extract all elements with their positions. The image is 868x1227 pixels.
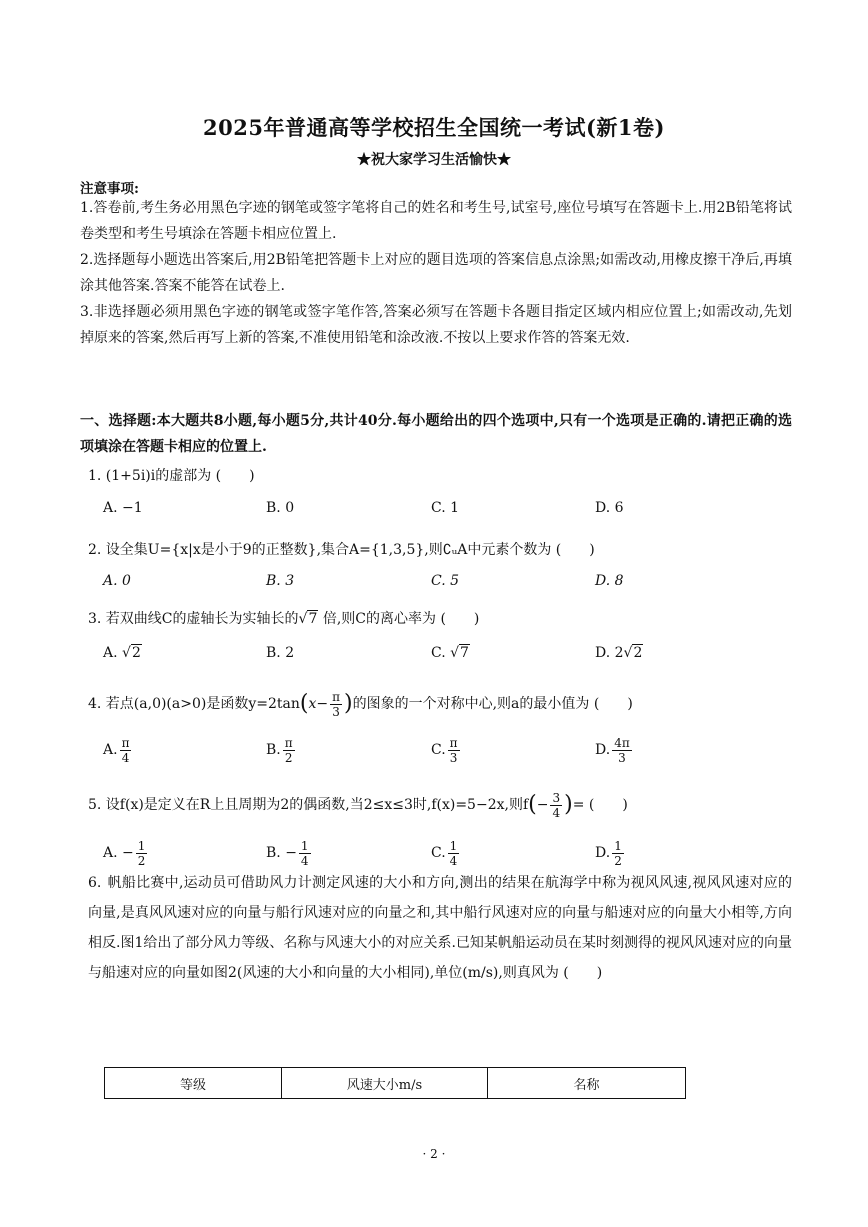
page-number: · 2 · xyxy=(422,1147,446,1161)
q4-option-b-denominator: 2 xyxy=(284,750,293,765)
q4-option-c-numerator: π xyxy=(449,735,458,750)
q4-option-d-label: D. xyxy=(595,742,611,758)
question-1-options xyxy=(103,488,703,528)
q5-stem-fraction-denominator: 4 xyxy=(552,805,561,820)
q3-stem-a: 3. 若双曲线C的虚轴长为实轴长的 xyxy=(88,611,299,627)
q5-option-a-numerator: 1 xyxy=(137,838,146,853)
question-4-options xyxy=(103,730,703,770)
q5-option-c-denominator: 4 xyxy=(449,853,458,868)
question-1-stem: 1. (1+5i)i的虚部为 ( ) xyxy=(88,468,255,484)
q5-option-b-denominator: 4 xyxy=(300,853,309,868)
q5-option-b xyxy=(266,833,313,873)
table-header-speed: 风速大小m/s xyxy=(282,1068,488,1099)
question-2-options xyxy=(103,561,703,601)
exam-subtitle: ★祝大家学习生活愉快★ xyxy=(357,152,511,168)
q5-option-c-numerator: 1 xyxy=(449,838,458,853)
notice-item-2: 2.选择题每小题选出答案后,用2B铅笔把答题卡上对应的题目选项的答案信息点涂黑;如需改动,用橡皮擦干净后,再填涂其他答案.答案不能答在试卷上. xyxy=(80,252,792,294)
q4-option-d xyxy=(595,730,634,770)
q3-stem-b: 倍,则C的离心率为 ( ) xyxy=(322,611,480,627)
q3-option-d-label: D. 2 xyxy=(595,645,624,661)
q4-option-a xyxy=(103,730,133,770)
q5-option-b-label: B. − xyxy=(266,845,297,861)
notice-item-3: 3.非选择题必须用黑色字迹的钢笔或签字笔作答,答案必须写在答题卡各题目指定区域内相应位置上;如需改动,先划掉原来的答案,然后再写上新的答案,不准使用铅笔和涂改液.不按以上要求作答的答案无效. xyxy=(80,304,792,346)
q5-option-d-label: D. xyxy=(595,845,611,861)
question-3-stem xyxy=(88,609,479,629)
q3-stem-radicand: 7 xyxy=(308,611,318,627)
sqrt-symbol: √7 xyxy=(298,611,318,627)
q4-stem-b: 的图象的一个对称中心,则a的最小值为 ( ) xyxy=(352,696,633,712)
q3-option-d: D. 2 √2 xyxy=(595,645,643,661)
q3-option-c-radicand: 7 xyxy=(460,645,469,661)
q3-option-a-label: A. xyxy=(103,645,118,661)
q5-stem-b: = ( ) xyxy=(572,797,628,813)
q4-option-c-label: C. xyxy=(431,742,446,758)
q4-option-c-denominator: 3 xyxy=(449,750,458,765)
q3-option-a-radicand: 2 xyxy=(131,645,141,661)
question-6 xyxy=(88,868,792,988)
notice-list xyxy=(80,195,792,351)
q4-stem-a: 4. 若点(a,0)(a>0)是函数y=2tan xyxy=(88,696,300,712)
q4-option-a-numerator: π xyxy=(121,735,130,750)
question-6-number: 6. xyxy=(88,875,102,891)
q3-option-d-radicand: 2 xyxy=(633,645,643,661)
q5-option-c-label: C. xyxy=(431,845,446,861)
question-3-options xyxy=(103,633,703,673)
question-5-options xyxy=(103,833,703,873)
q4-option-c xyxy=(431,730,462,770)
q5-option-d-numerator: 1 xyxy=(614,838,622,853)
q5-option-a-denominator: 2 xyxy=(137,853,146,868)
q5-option-c xyxy=(431,833,461,873)
q1-option-c: C. 1 xyxy=(431,500,460,516)
q5-stem-a: 5. 设f(x)是定义在R上且周期为2的偶函数,当2≤x≤3时,f(x)=5−2x,则f xyxy=(88,797,529,813)
question-6-text: 帆船比赛中,运动员可借助风力计测定风速的大小和方向,测出的结果在航海学中称为视风风速,视风风速对应的向量,是真风风速对应的向量与船行风速对应的向量之和,其中船行风速对应的向量与船速对应的向量大小相等,方向相反.图1给出了部分风力等级、名称与风速大小的对应关系.已知某帆船运动员在某时刻测得的视风风速对应的向量与船速对应的向量如图2(风速的大小和向量的大小相同),单位(m/s),则真风为 ( ) xyxy=(88,875,792,981)
q3-option-c-label: C. xyxy=(431,645,446,661)
table-header-level: 等级 xyxy=(105,1068,282,1099)
q4-option-b-label: B. xyxy=(266,742,281,758)
wind-scale-table xyxy=(104,1067,686,1099)
q2-option-d: D. 8 xyxy=(595,573,624,589)
table-header-row xyxy=(105,1068,686,1099)
section-1-heading: 一、选择题:本大题共8小题,每小题5分,共计40分.每小题给出的四个选项中,只有一个选项是正确的.请把正确的选项填涂在答题卡相应的位置上. xyxy=(80,413,792,455)
q4-stem-fraction-numerator: π xyxy=(332,689,341,704)
q2-option-b: B. 3 xyxy=(266,573,295,589)
q3-option-a: A. √2 xyxy=(103,645,141,661)
q5-option-a-label: A. − xyxy=(103,845,134,861)
q1-option-a: A. −1 xyxy=(103,500,143,516)
q4-option-b xyxy=(266,730,297,770)
question-2-stem: 2. 设全集U={x|x是小于9的正整数},集合A={1,3,5},则∁ᵤA中元素个数为 ( ) xyxy=(88,542,595,558)
q4-option-d-denominator: 3 xyxy=(618,750,626,765)
table-header-name: 名称 xyxy=(488,1068,686,1099)
q5-stem-fraction-numerator: 3 xyxy=(552,790,561,805)
q5-option-d-denominator: 2 xyxy=(614,853,622,868)
q4-option-a-denominator: 4 xyxy=(121,750,130,765)
notice-heading: 注意事项: xyxy=(80,181,139,197)
q5-option-a xyxy=(103,833,149,873)
q5-option-d xyxy=(595,833,626,873)
q4-stem-fraction xyxy=(330,690,342,719)
q4-option-d-numerator: 4π xyxy=(614,735,630,750)
question-5-stem: 5. 设f(x)是定义在R上且周期为2的偶函数,当2≤x≤3时,f(x)=5−2x,则f(− $\frac{3}{4}$ )= ( ) xyxy=(88,790,628,820)
q3-option-c: C. √7 xyxy=(431,645,469,661)
q5-stem-fraction xyxy=(550,791,562,820)
notice-item-1: 1.答卷前,考生务必用黑色字迹的钢笔或签字笔将自己的姓名和考生号,试室号,座位号填写在答题卡上.用2B铅笔将试卷类型和考生号填涂在答题卡相应位置上. xyxy=(80,200,792,242)
q2-option-c: C. 5 xyxy=(431,573,460,589)
q4-option-b-numerator: π xyxy=(284,735,293,750)
q4-option-a-label: A. xyxy=(103,742,118,758)
exam-title: 2025年普通高等学校招生全国统一考试(新1卷) xyxy=(203,115,665,140)
q2-option-a: A. 0 xyxy=(103,573,131,589)
q1-option-b: B. 0 xyxy=(266,500,295,516)
q4-stem-fraction-denominator: 3 xyxy=(332,704,340,719)
q5-option-b-numerator: 1 xyxy=(300,838,309,853)
q1-option-d: D. 6 xyxy=(595,500,624,516)
q3-option-b: B. 2 xyxy=(266,645,295,661)
question-4-stem: 4. 若点(a,0)(a>0)是函数y=2tan(x− $\frac{\pi}{3}$ )的图象的一个对称中心,则a的最小值为 ( ) xyxy=(88,689,633,719)
